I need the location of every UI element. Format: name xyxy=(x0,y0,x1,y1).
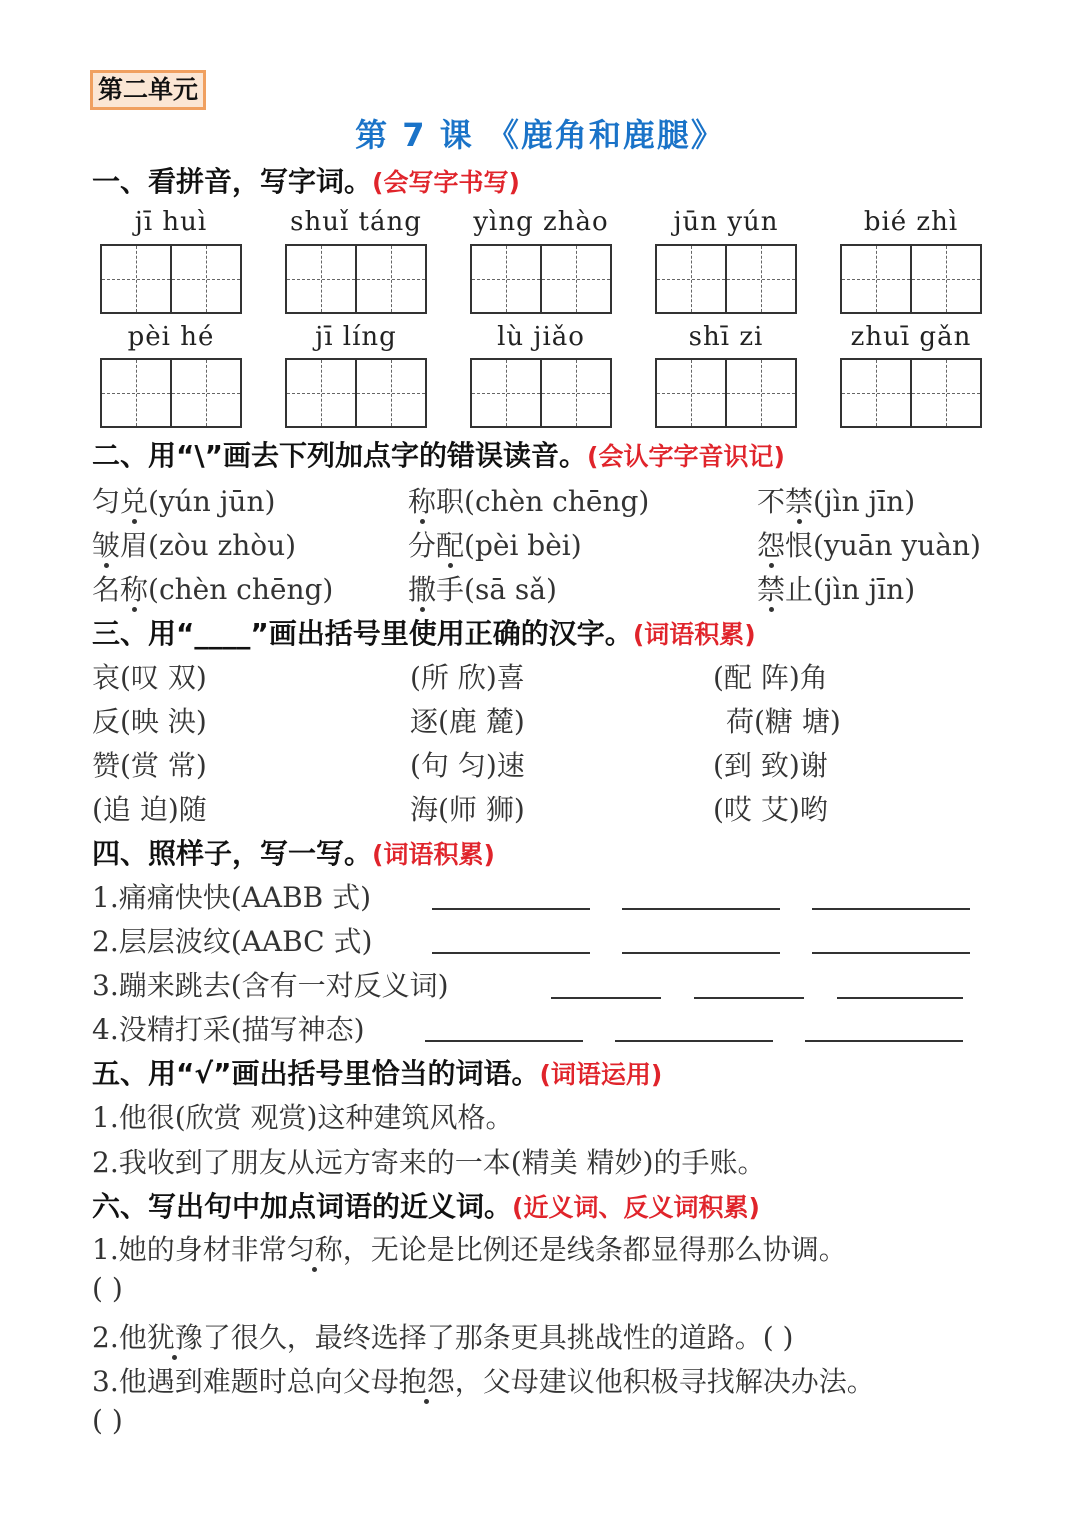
answer-blank[interactable] xyxy=(694,997,804,999)
section-6-heading xyxy=(92,1185,760,1225)
answer-blank[interactable] xyxy=(622,952,780,954)
answer-blank[interactable] xyxy=(551,997,661,999)
pattern-item: 1.痛痛快快(AABB 式) xyxy=(92,881,372,914)
pinyin-label: jī líng xyxy=(315,322,397,352)
pinyin-choice[interactable]: (sā sǎ) xyxy=(464,573,557,606)
char-choice[interactable]: 海(师 狮) xyxy=(410,793,525,826)
writing-grid[interactable] xyxy=(470,358,612,428)
writing-grid[interactable] xyxy=(285,358,427,428)
answer-blank[interactable] xyxy=(615,1040,773,1042)
lesson-title: 第 7 课 《鹿角和鹿腿》 xyxy=(355,116,725,154)
answer-blank[interactable] xyxy=(622,908,780,910)
dotted-word: 犹豫 xyxy=(146,1321,203,1354)
reading-item: 皱眉(zòu zhòu) xyxy=(92,529,297,562)
section-3-title: 三、用“____”画出括号里使用正确的汉字。 xyxy=(92,617,633,650)
reading-item: 不禁(jìn jīn) xyxy=(757,485,916,518)
char-choice[interactable]: (配 阵)角 xyxy=(713,661,828,694)
writing-grid[interactable] xyxy=(100,244,242,314)
pinyin-label: zhuī gǎn xyxy=(850,322,972,352)
reading-item: 匀兑(yún jūn) xyxy=(92,485,276,518)
char-choice[interactable]: (追 迫)随 xyxy=(92,793,207,826)
char-choice[interactable]: 赞(赏 常) xyxy=(92,749,207,782)
reading-item: 怨恨(yuān yuàn) xyxy=(757,529,981,562)
synonym-sentence: 2.他犹豫了很久，最终选择了那条更具挑战性的道路。( ) xyxy=(92,1321,794,1354)
writing-grid[interactable] xyxy=(655,244,797,314)
pinyin-choice[interactable]: (jìn jīn) xyxy=(813,485,916,518)
section-3-heading xyxy=(92,612,756,652)
dotted-char: 兑 xyxy=(120,485,149,518)
answer-blank[interactable] xyxy=(837,997,963,999)
answer-blank[interactable] xyxy=(812,952,970,954)
synonym-sentence: 1.她的身材非常匀称，无论是比例还是线条都显得那么协调。 xyxy=(92,1233,847,1266)
section-2-heading xyxy=(92,434,785,474)
answer-blank[interactable] xyxy=(432,952,590,954)
pinyin-label: bié zhì xyxy=(863,207,959,237)
pattern-item: 2.层层波纹(AABC 式) xyxy=(92,925,373,958)
writing-grid[interactable] xyxy=(285,244,427,314)
pinyin-label: lù jiǎo xyxy=(497,322,585,352)
pinyin-label: pèi hé xyxy=(127,322,215,352)
section-6-title: 六、写出句中加点词语的近义词。 xyxy=(92,1190,513,1223)
word-choice-sentence[interactable]: 1.他很(欣赏 观赏)这种建筑风格。 xyxy=(92,1101,514,1134)
reading-item: 禁止(jìn jīn) xyxy=(757,573,916,606)
word-choice-sentence[interactable]: 2.我收到了朋友从远方寄来的一本(精美 精妙)的手账。 xyxy=(92,1146,766,1179)
section-5-tag: (词语运用) xyxy=(539,1060,663,1089)
writing-grid[interactable] xyxy=(840,358,982,428)
answer-blank[interactable] xyxy=(805,1040,963,1042)
pinyin-choice[interactable]: (jìn jīn) xyxy=(813,573,916,606)
section-1-tag: (会写字书写) xyxy=(372,168,520,197)
dotted-word: 匀称 xyxy=(286,1233,343,1266)
section-5-heading xyxy=(92,1052,662,1092)
section-4-tag: (词语积累) xyxy=(372,840,495,869)
pinyin-label: jī huì xyxy=(134,207,208,237)
dotted-char: 称 xyxy=(120,573,149,606)
section-1-title: 一、看拼音，写字词。 xyxy=(92,165,373,198)
pinyin-choice[interactable]: (pèi bèi) xyxy=(464,529,582,562)
writing-grid[interactable] xyxy=(655,358,797,428)
char-choice[interactable]: (到 致)谢 xyxy=(713,749,828,782)
answer-blank[interactable] xyxy=(812,908,970,910)
char-choice[interactable]: 哀(叹 双) xyxy=(92,661,207,694)
pinyin-choice[interactable]: (yún jūn) xyxy=(148,485,276,518)
writing-grid[interactable] xyxy=(840,244,982,314)
reading-item: 分配(pèi bèi) xyxy=(408,529,582,562)
section-4-heading xyxy=(92,832,495,872)
pinyin-label: shuǐ táng xyxy=(290,207,422,237)
dotted-char: 禁 xyxy=(757,573,786,606)
reading-item: 名称(chèn chēng) xyxy=(92,573,334,606)
section-2-tag: (会认字字音识记) xyxy=(587,442,785,471)
dotted-char: 皱 xyxy=(92,529,121,562)
answer-parentheses[interactable]: ( ) xyxy=(92,1272,123,1305)
answer-blank[interactable] xyxy=(432,908,590,910)
pinyin-choice[interactable]: (zòu zhòu) xyxy=(148,529,297,562)
pinyin-choice[interactable]: (chèn chēng) xyxy=(464,485,650,518)
section-1-heading xyxy=(92,160,520,200)
char-choice[interactable]: 反(映 泱) xyxy=(92,705,207,738)
reading-item: 称职(chèn chēng) xyxy=(408,485,650,518)
answer-blank[interactable] xyxy=(425,1040,583,1042)
char-choice[interactable]: (所 欣)喜 xyxy=(410,661,525,694)
reading-item: 撒手(sā sǎ) xyxy=(408,573,557,606)
pattern-item: 4.没精打采(描写神态) xyxy=(92,1013,365,1046)
synonym-sentence: 3.他遇到难题时总向父母抱怨，父母建议他积极寻找解决办法。 xyxy=(92,1365,875,1398)
dotted-char: 撒 xyxy=(408,573,437,606)
writing-grid[interactable] xyxy=(470,244,612,314)
pinyin-choice[interactable]: (chèn chēng) xyxy=(148,573,334,606)
dotted-word: 抱怨 xyxy=(398,1365,455,1398)
char-choice[interactable]: (哎 艾)哟 xyxy=(713,793,828,826)
char-choice[interactable]: 荷(糖 塘) xyxy=(726,705,841,738)
dotted-char: 配 xyxy=(436,529,465,562)
pinyin-choice[interactable]: (yuān yuàn) xyxy=(813,529,981,562)
writing-grid[interactable] xyxy=(100,358,242,428)
pinyin-label: yìng zhào xyxy=(473,207,609,237)
section-4-title: 四、照样子，写一写。 xyxy=(92,837,373,870)
section-6-tag: (近义词、反义词积累) xyxy=(512,1193,760,1222)
section-2-title: 二、用“\”画去下列加点字的错误读音。 xyxy=(92,439,588,472)
unit-badge: 第二单元 xyxy=(90,70,206,110)
answer-parentheses[interactable]: ( ) xyxy=(92,1404,123,1437)
section-5-title: 五、用“√”画出括号里恰当的词语。 xyxy=(92,1057,540,1090)
char-choice[interactable]: 逐(鹿 麓) xyxy=(410,705,525,738)
pattern-item: 3.蹦来跳去(含有一对反义词) xyxy=(92,969,449,1002)
dotted-char: 禁 xyxy=(785,485,814,518)
char-choice[interactable]: (句 匀)速 xyxy=(410,749,525,782)
pinyin-label: jūn yún xyxy=(673,207,779,237)
dotted-char: 称 xyxy=(408,485,437,518)
section-3-tag: (词语积累) xyxy=(632,620,756,649)
dotted-char: 怨 xyxy=(757,529,786,562)
pinyin-label: shī zi xyxy=(688,322,764,352)
